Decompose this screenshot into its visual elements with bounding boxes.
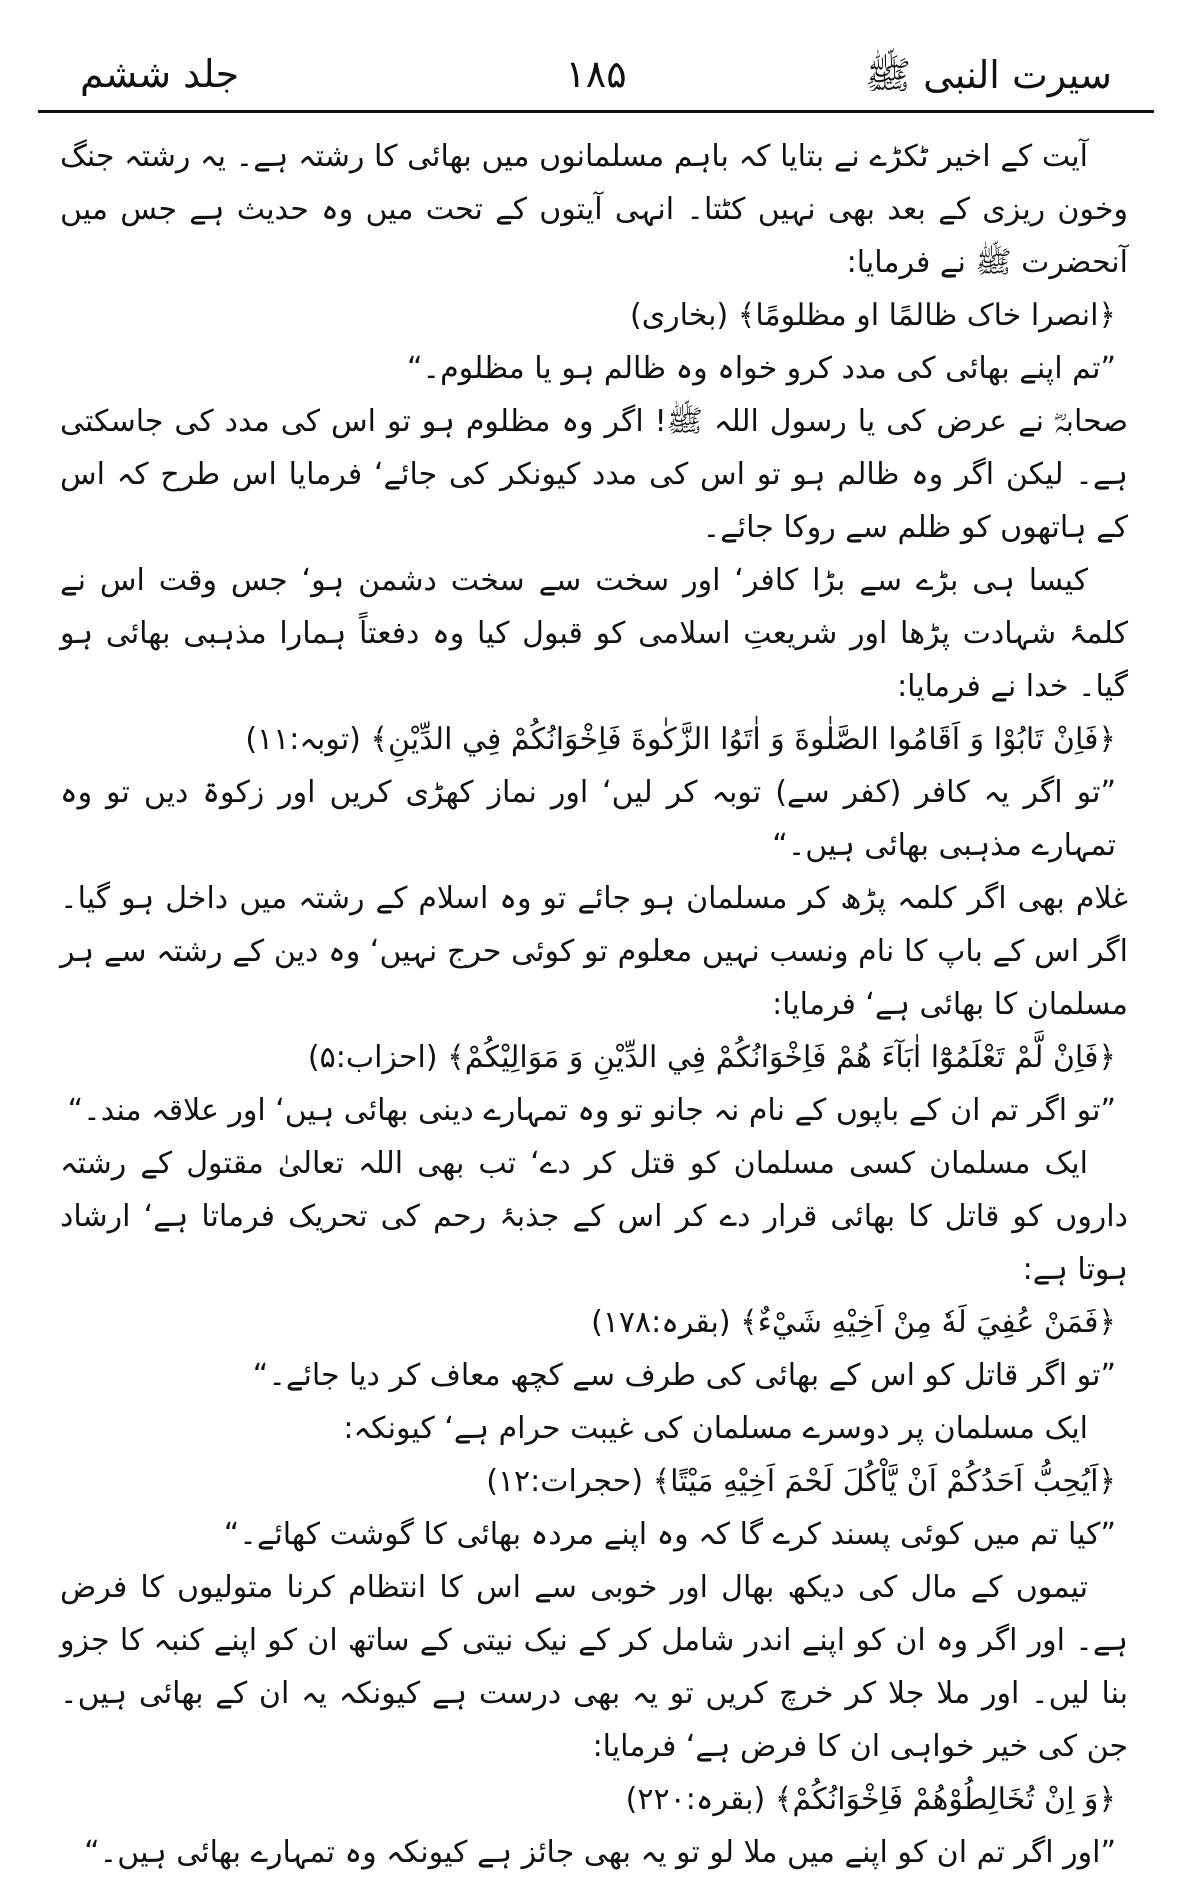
quote-text: ﴿فَاِنْ لَّمْ تَعْلَمُوْٓا اٰبَآءَ هُمْ فَاِخْوَانُكُمْ فِي الدِّيْنِ وَ مَوَالِيْكُمْ﴾ (447, 1040, 1116, 1075)
hadith-quote (60, 289, 1128, 342)
body-paragraph: آیت کے اخیر ٹکڑے نے بتایا کہ باہم مسلمانوں میں بھائی کا رشتہ ہے۔ یہ رشتہ جنگ وخون ریزی کے بعد بھی نہیں کٹتا۔ انہی آیتوں کے تحت میں وہ حدیث ہے جس میں آنحضرت ﷺ نے فرمایا: (60, 139, 1128, 280)
quote-text: ﴿فَمَنْ عُفِيَ لَهٗ مِنْ اَخِيْهِ شَيْءٌ﴾ (740, 1305, 1116, 1340)
verse-quote (60, 1296, 1128, 1349)
translation: ”تو اگر قاتل کو اس کے بھائی کی طرف سے کچھ معاف کر دیا جائے۔“ (252, 1358, 1116, 1393)
translation: ”تو اگر تم ان کے باپوں کے نام نہ جانو تو وہ تمہارے دینی بھائی ہیں‘ اور علاقہ مند۔“ (67, 1093, 1116, 1128)
body-paragraph: تیموں کے مال کی دیکھ بھال اور خوبی سے اس کا انتظام کرنا متولیوں کا فرض ہے۔ اور اگر وہ ان کو اپنے اندر شامل کر کے نیک نیتی کے ساتھ ان کو اپنے کنبہ کا جزو بنا لیں۔ اور ملا جلا کر خرچ کریں تو یہ بھی درست ہے کیونکہ یہ ان کے بھائی ہیں۔ جن کی خیر خواہی ان کا فرض ہے‘ فرمایا: (60, 1570, 1128, 1764)
quote-reference: (بخاری) (630, 298, 729, 333)
page-body (60, 130, 1128, 1879)
translation: ”کیا تم میں کوئی پسند کرے گا کہ وہ اپنے مردہ بھائی کا گوشت کھائے۔“ (223, 1517, 1116, 1552)
body-paragraph: صحابہؓ نے عرض کی یا رسول اللہ ﷺ! اگر وہ مظلوم ہو تو اس کی مدد کی جاسکتی ہے۔ لیکن اگر وہ ظالم ہو تو اس کی مدد کیونکر کی جائے‘ فرمایا اس طرح کہ اس کے ہاتھوں کو ظلم سے روکا جائے۔ (60, 404, 1128, 545)
quote-reference: (بقرہ:۲۲۰) (625, 1782, 766, 1817)
translation: ”اور اگر تم ان کو اپنے میں ملا لو تو یہ بھی جائز ہے کیونکہ وہ تمہارے بھائی ہیں۔“ (84, 1835, 1116, 1870)
translation: ”تم اپنے بھائی کی مدد کرو خواہ وہ ظالم ہو یا مظلوم۔“ (406, 351, 1116, 386)
verse-quote (60, 1031, 1128, 1084)
quote-reference: (احزاب:۵) (307, 1040, 438, 1075)
quote-reference: (بقرہ:۱۷۸) (591, 1305, 731, 1340)
page-number: ۱۸۵ (565, 52, 627, 96)
header-rule (38, 110, 1154, 113)
volume-label: جلد ششم (80, 52, 240, 96)
body-paragraph: غلام بھی اگر کلمہ پڑھ کر مسلمان ہو جائے تو وہ اسلام کے رشتہ میں داخل ہو گیا۔ اگر اس کے باپ کا نام ونسب نہیں معلوم تو کوئی حرج نہیں‘ وہ دین کے رشتہ سے ہر مسلمان کا بھائی ہے‘ فرمایا: (60, 881, 1128, 1022)
body-paragraph: ایک مسلمان کسی مسلمان کو قتل کر دے‘ تب بھی اللہ تعالیٰ مقتول کے رشتہ داروں کو قاتل کا بھائی قرار دے کر اس کے جذبۂ رحم کی تحریک فرماتا ہے‘ ارشاد ہوتا ہے: (60, 1146, 1128, 1287)
quote-text: ﴿وَ اِنْ تُخَالِطُوْهُمْ فَاِخْوَانُكُمْ﴾ (774, 1782, 1116, 1817)
quote-text: ﴿اَيُحِبُّ اَحَدُكُمْ اَنْ يَّاْكُلَ لَحْمَ اَخِيْهِ مَيْتًا﴾ (652, 1464, 1116, 1499)
quote-reference: (توبہ:۱۱) (245, 722, 361, 757)
page-header (40, 52, 1152, 112)
verse-quote (60, 1773, 1128, 1826)
verse-quote (60, 1455, 1128, 1508)
body-paragraph: ایک مسلمان پر دوسرے مسلمان کی غیبت حرام ہے‘ کیونکہ: (343, 1411, 1088, 1446)
body-paragraph: کیسا ہی بڑے سے بڑا کافر‘ اور سخت سے سخت دشمن ہو‘ جس وقت اس نے کلمۂ شہادت پڑھا اور شریعتِ اسلامی کو قبول کیا وہ دفعتاً ہمارا مذہبی بھائی ہو گیا۔ خدا نے فرمایا: (60, 563, 1128, 704)
translation: ”تو اگر یہ کافر (کفر سے) توبہ کر لیں‘ اور نماز کھڑی کریں اور زکوۃ دیں تو وہ تمہارے مذہبی بھائی ہیں۔“ (60, 775, 1116, 863)
book-title: سیرت النبی ﷺ (865, 53, 1112, 97)
quote-text: ﴿فَاِنْ تَابُوْا وَ اَقَامُوا الصَّلٰوةَ وَ اٰتَوُا الزَّكٰوةَ فَاِخْوَانُكُمْ فِي الدِّيْنِ﴾ (370, 722, 1116, 757)
verse-quote (60, 713, 1128, 766)
quote-text: ﴿انصرا خاک ظالمًا او مظلومًا﴾ (737, 298, 1116, 333)
quote-reference: (حجرات:۱۲) (486, 1464, 644, 1499)
